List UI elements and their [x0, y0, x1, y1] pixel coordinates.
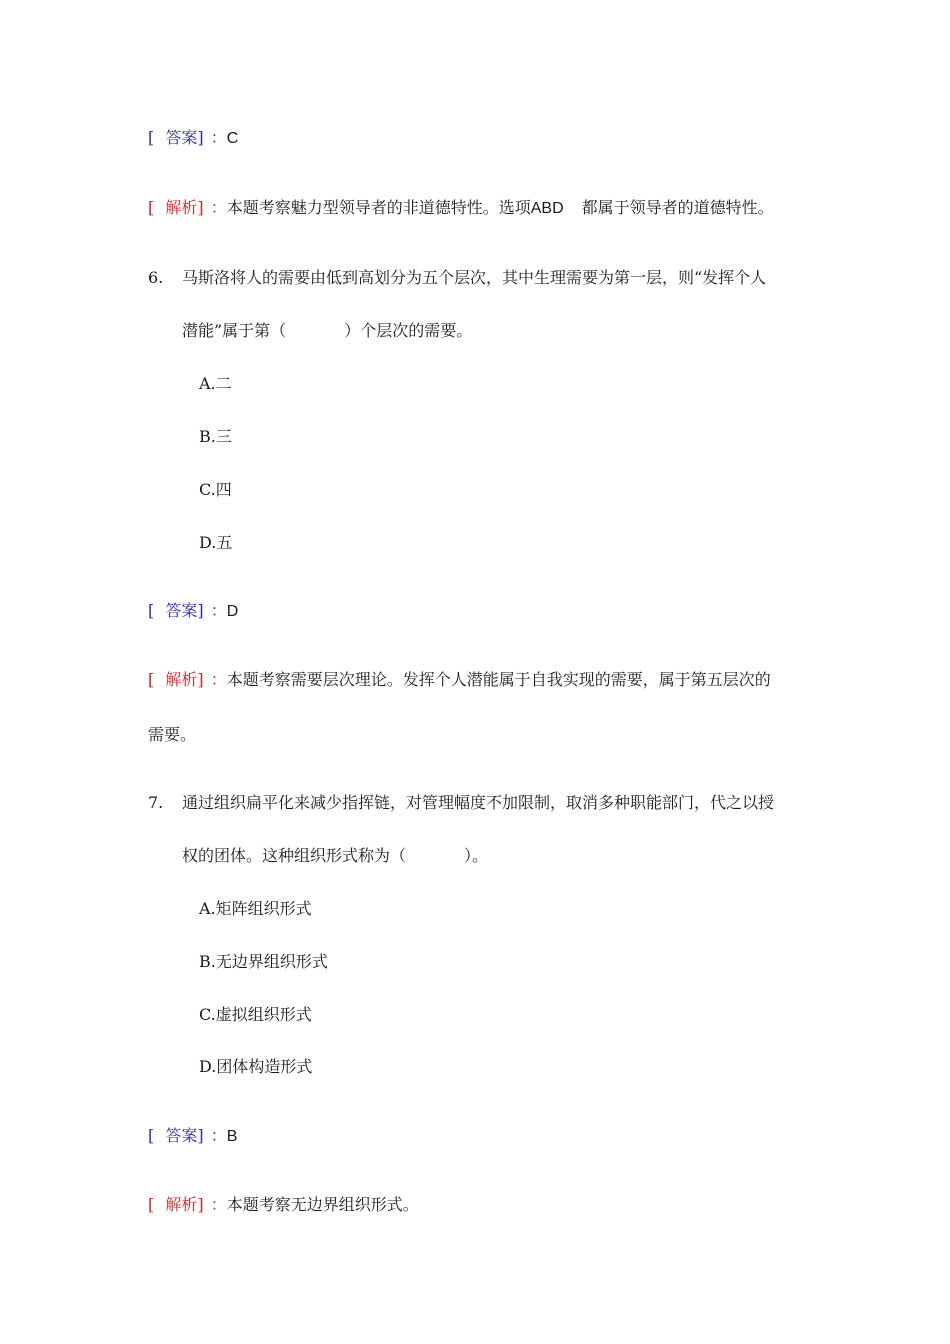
analysis-colon: ： [210, 198, 227, 217]
analysis-text-cont: 都属于领导者的道德特性。 [581, 198, 774, 217]
question-stem-7-line2 [182, 846, 488, 866]
analysis-close-bracket: ] [197, 1195, 204, 1214]
answer-line-q7 [148, 1126, 237, 1147]
analysis-tag: 解析 [165, 1195, 198, 1214]
analysis-line-q6-cont: 需要。 [148, 725, 197, 744]
option-6-c[interactable]: C.四 [199, 480, 232, 499]
answer-tag: 答案 [165, 1126, 198, 1145]
analysis-close-bracket: ] [197, 670, 204, 689]
stem-text-cont: ）个层次的需要。 [344, 321, 473, 340]
answer-open-bracket: [ [148, 1126, 155, 1145]
analysis-line-q6 [148, 670, 771, 690]
analysis-text: 本题考察无边界组织形式。 [226, 1195, 419, 1214]
analysis-colon: ： [210, 1195, 227, 1214]
option-7-b[interactable]: B.无边界组织形式 [199, 952, 328, 971]
answer-line-q6 [148, 601, 238, 622]
answer-tag: 答案 [165, 128, 198, 147]
stem-text-cont: ）。 [464, 846, 489, 865]
answer-line-q5 [148, 128, 238, 149]
analysis-line-q7 [148, 1195, 419, 1215]
analysis-line-q5 [148, 198, 774, 219]
answer-colon: ： [210, 128, 227, 147]
analysis-abbr: ABD [530, 200, 564, 217]
option-6-a[interactable]: A.二 [199, 374, 232, 393]
option-7-c[interactable]: C.虚拟组织形式 [199, 1005, 312, 1024]
analysis-open-bracket: [ [148, 198, 155, 217]
answer-value: C [226, 130, 239, 147]
analysis-text: 本题考察需要层次理论。发挥个人潜能属于自我实现的需要，属于第五层次的 [226, 670, 771, 689]
answer-open-bracket: [ [148, 128, 155, 147]
answer-close-bracket: ] [197, 1126, 204, 1145]
option-6-b[interactable]: B.三 [199, 427, 232, 446]
analysis-colon: ： [210, 670, 227, 689]
question-stem-6-line2 [182, 321, 472, 341]
answer-colon: ： [210, 1126, 227, 1145]
analysis-text: 本题考察魅力型领导者的非道德特性。选项 [226, 198, 531, 217]
answer-close-bracket: ] [197, 128, 204, 147]
analysis-open-bracket: [ [148, 1195, 155, 1214]
analysis-open-bracket: [ [148, 670, 155, 689]
option-7-a[interactable]: A.矩阵组织形式 [199, 899, 312, 918]
option-7-d[interactable]: D.团体构造形式 [199, 1057, 313, 1076]
question-number-7: 7. [148, 793, 164, 812]
stem-text: 潜能”属于第（ [182, 321, 287, 340]
answer-tag: 答案 [165, 601, 198, 620]
stem-text: 权的团体。这种组织形式称为（ [182, 846, 407, 865]
analysis-tag: 解析 [165, 670, 198, 689]
question-stem-6-line1: 马斯洛将人的需要由低到高划分为五个层次，其中生理需要为第一层，则“发挥个人 [182, 268, 767, 287]
answer-close-bracket: ] [197, 601, 204, 620]
answer-open-bracket: [ [148, 601, 155, 620]
answer-colon: ： [210, 601, 227, 620]
question-stem-7-line1: 通过组织扁平化来减少指挥链，对管理幅度不加限制，取消多种职能部门，代之以授 [182, 793, 775, 812]
analysis-tag: 解析 [165, 198, 198, 217]
option-6-d[interactable]: D.五 [199, 533, 233, 552]
question-number-6: 6. [148, 268, 164, 287]
answer-value: D [226, 603, 239, 620]
answer-value: B [226, 1128, 238, 1145]
analysis-close-bracket: ] [197, 198, 204, 217]
